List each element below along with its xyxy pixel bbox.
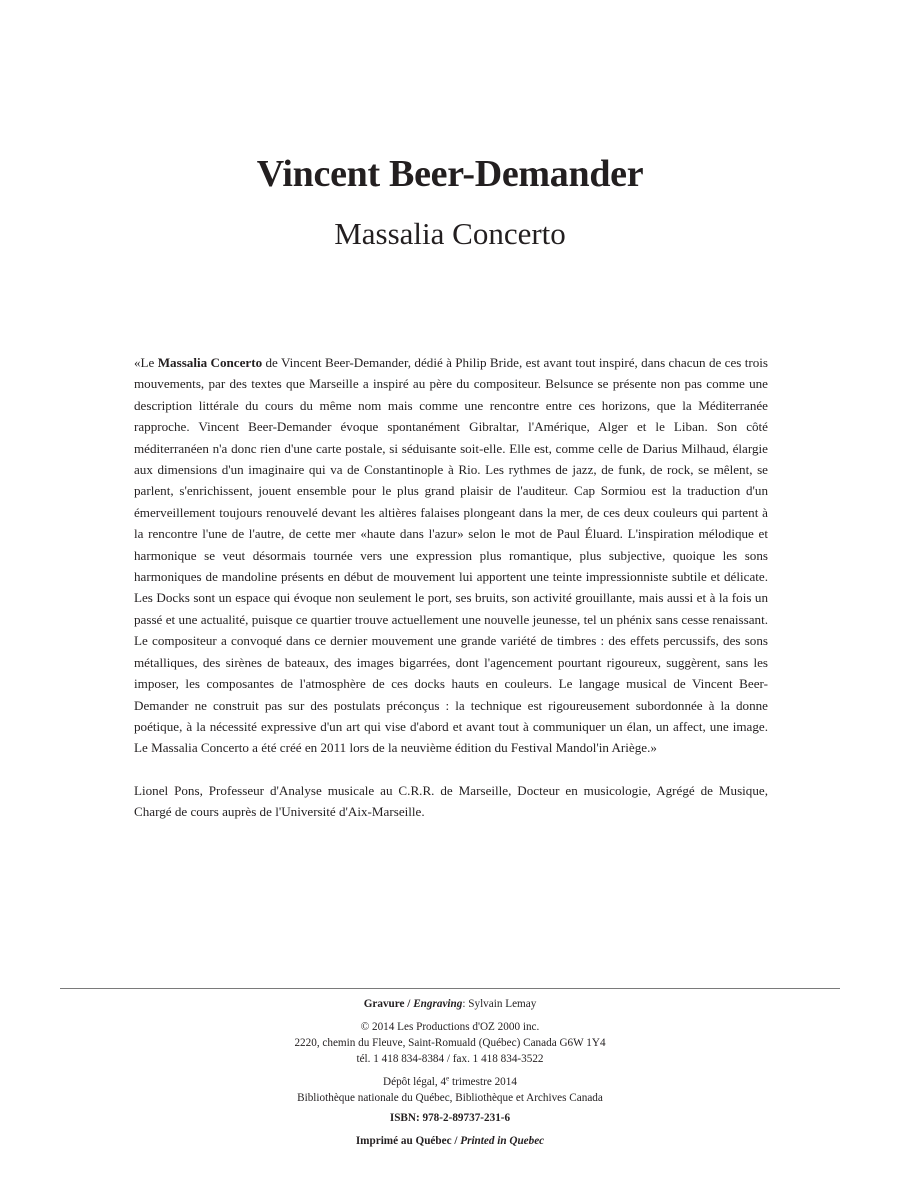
notes-paragraph [134, 352, 768, 759]
notes-text: de Vincent Beer-Demander, dédié à Philip Bride, est avant tout inspiré, dans chacun de ces trois mouvements, par des textes que Marseille a inspiré au père du compositeur. Belsunce se présente non pas comme une description littérale du cours du même nom mais comme une rencontre entre ces horizons, que la Méditerranée rapproche. Vincent Beer-Demander évoque spontanément Gibraltar, l'Amérique, Alger et le Liban. Son côté méditerranéen n'a donc rien d'une carte postale, si séduisante soit-elle. Elle est, comme celle de Darius Milhaud, élargie aux dimensions d'un imaginaire qui va de Constantinople à Rio. Les rythmes de jazz, de funk, de rock, se mêlent, se parlent, s'enrichissent, jouent ensemble pour le plus grand plaisir de l'auditeur. Cap Sormiou est la traduction d'un émerveillement toujours renouvelé devant les altières falaises plongeant dans la mer, de ces deux couleurs qui partent à la rencontre l'une de l'autre, de cette mer «haute dans l'azur» selon le mot de Paul Éluard. L'inspiration mélodique et harmonique se veut désormais tournée vers une expression plus romantique, plus subjective, quoique les sons harmoniques de mandoline présents en début de mouvement lui apportent une teinte impressionniste subtile et délicate. Les Docks sont un espace qui évoque non seulement le port, ses bruits, son activité grouillante, mais aussi et à la fois un passé et une actualité, puisque ce quartier trouve actuellement une nouvelle jeunesse, tel un phénix sans cesse renaissant. Le compositeur a convoqué dans ce dernier mouvement une grande variété de timbres : des effets percussifs, des sons métalliques, des sirènes de bateaux, des images bigarrées, dont l'agencement pourtant rigoureux, suggèrent, sans les imposer, les composantes de l'atmosphère de ces docks hauts en couleurs. Le langage musical de Vincent Beer-Demander ne construit pas sur des postulats préconçus : la technique est rigoureusement subordonnée à la donne poétique, à la nécessité expressive d'un art qui vise d'abord et avant tout à communiquer un élan, un affect, une image. Le Massalia Concerto a été créé en 2011 lors de la neuvième édition du Festival Mandol'in Ariège.» [134, 355, 768, 756]
composer-name: Vincent Beer-Demander [256, 153, 644, 195]
address-line: 2220, chemin du Fleuve, Saint-Romuald (Québec) Canada G6W 1Y4 [294, 1037, 606, 1049]
printed-en: Printed in Quebec [460, 1135, 545, 1147]
colophon [0, 996, 900, 1149]
notes-bold-title: Massalia Concerto [157, 355, 263, 370]
open-quote: «Le [134, 355, 158, 370]
work-title: Massalia Concerto [334, 216, 566, 251]
printed-fr: Imprimé au Québec / [355, 1135, 461, 1147]
divider [60, 988, 840, 989]
engraving-label: Gravure / [363, 998, 414, 1010]
libraries-line: Bibliothèque nationale du Québec, Bibliothèque et Archives Canada [297, 1092, 603, 1104]
engraving-line [0, 996, 900, 1012]
notes-credit: Lionel Pons, Professeur d'Analyse musicale au C.R.R. de Marseille, Docteur en musicologie, Agrégé de Musique, Chargé de cours auprès de l'Université d'Aix-Marseille. [134, 782, 768, 820]
phone-line: tél. 1 418 834-8384 / fax. 1 418 834-3522 [356, 1053, 544, 1065]
legal-deposit-sup: e [446, 1074, 450, 1083]
program-notes [134, 352, 768, 823]
copyright-line: © 2014 Les Productions d'OZ 2000 inc. [360, 1021, 540, 1033]
legal-deposit-suffix: trimestre 2014 [449, 1076, 517, 1088]
printed-line [0, 1133, 900, 1149]
isbn-line: ISBN: 978-2-89737-231-6 [389, 1112, 511, 1124]
engraving-label-en: Engraving [413, 998, 463, 1010]
engraving-name: : Sylvain Lemay [462, 998, 537, 1010]
legal-deposit-prefix: Dépôt légal, 4 [383, 1076, 447, 1088]
legal-deposit-line [0, 1074, 900, 1090]
